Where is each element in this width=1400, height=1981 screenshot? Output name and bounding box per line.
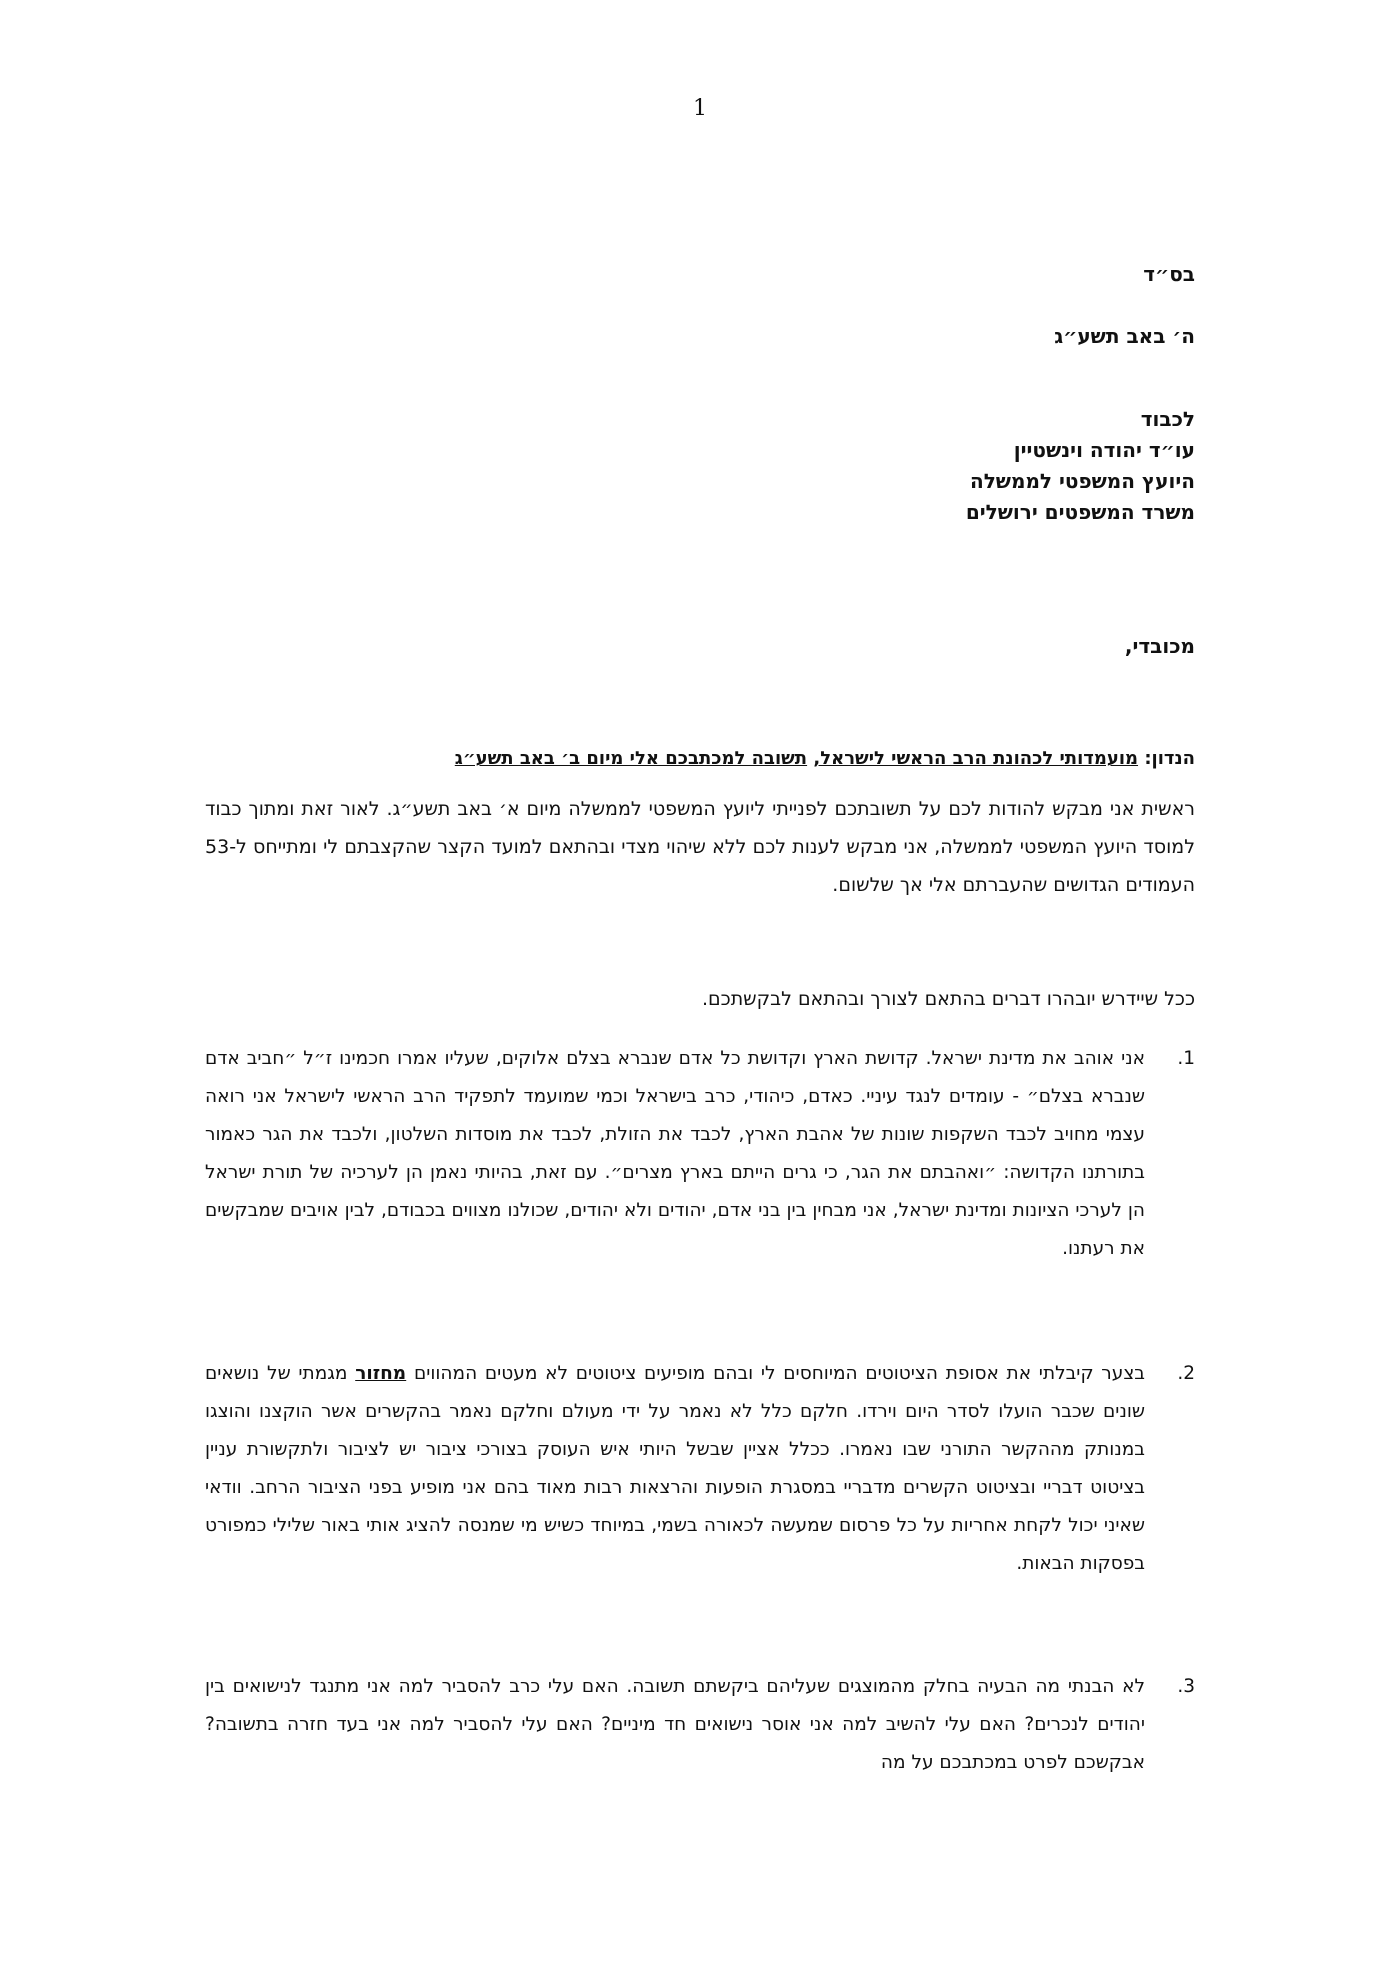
item-text: לא הבנתי מה הבעיה בחלק מהמוצגים שעליהם ביקשתם תשובה. האם עלי כרב להסביר למה אני מתנגד לנישואים בין יהודים לנכרים? האם עלי להשיב למה אני אוסר נישואים חד מיניים? האם עלי להסביר למה אני בעד חזרה בתשובה? אבקשכם לפרט במכתבכם על מה bbox=[205, 1676, 1145, 1773]
item-number: 2. bbox=[1177, 1363, 1195, 1384]
recipient-line-title: היועץ המשפטי לממשלה bbox=[969, 469, 1195, 493]
numbered-item-2 bbox=[205, 1355, 1195, 1583]
subject-part-1: מועמדותי לכהונת הרב הראשי לישראל, bbox=[813, 748, 1139, 769]
item-text bbox=[205, 1355, 1145, 1583]
letter-date: ה׳ באב תשע״ג bbox=[1054, 324, 1195, 348]
paragraph-opening: ראשית אני מבקש להודות לכם על תשובתכם לפנייתי ליועץ המשפטי לממשלה מיום א׳ באב תשע״ג. לאור זאת ומתוך כבוד למוסד היועץ המשפטי לממשלה, אני מבקש לענות לכם ללא שיהוי מצדי ובהתאם למועד הקצר שהקצבתם לי ומתייחס ל-53 העמודים הגדושים שהעברתם אלי אך שלשום. bbox=[205, 798, 1195, 896]
greeting: מכובדי, bbox=[1124, 634, 1195, 658]
recipient-line-office: משרד המשפטים ירושלים bbox=[965, 500, 1195, 524]
recipient-block bbox=[966, 404, 1195, 528]
page-number: 1 bbox=[693, 96, 707, 121]
item-emphasis: מחזור bbox=[355, 1363, 407, 1384]
numbered-item-3 bbox=[205, 1668, 1195, 1782]
subject-label: הנדון: bbox=[1144, 748, 1195, 769]
item-number: 3. bbox=[1177, 1676, 1195, 1697]
item-number: 1. bbox=[1177, 1048, 1195, 1069]
subject-part-2: תשובה למכתבכם אלי מיום ב׳ באב תשע״ג bbox=[454, 748, 808, 769]
item-text-part-a: בצער קיבלתי את אסופת הציטוטים המיוחסים לי ובהם מופיעים ציטוטים לא מעטים המהווים bbox=[413, 1363, 1145, 1384]
paragraph-clarification: ככל שיידרש יובהרו דברים בהתאם לצורך ובהתאם לבקשתכם. bbox=[702, 988, 1195, 1010]
subject-line bbox=[205, 748, 1195, 769]
item-text-part-b: מגמתי של נושאים שונים שכבר הועלו לסדר היום וירדו. חלקם כלל לא נאמר על ידי מעולם וחלקם נאמר בהקשרים אשר הוקצנו והוצגו במנותק מההקשר התורני שבו נאמרו. ככלל אציין שבשל היותי איש העוסק בצורכי ציבור יש לציבור ולתקשורת עניין בציטוט דבריי ובציטוט הקשרים מדבריי במסגרת הופעות והרצאות רבות מאוד בהם אני מופיע בפני הציבור הרחב. וודאי שאיני יכול לקחת אחריות על כל פרסום שמעשה לכאורה בשמי, במיוחד כשיש מי שמנסה להציג אותי באור שלילי כמפורט בפסקות הבאות. bbox=[205, 1363, 1145, 1574]
numbered-item-1 bbox=[205, 1040, 1195, 1268]
item-text: אני אוהב את מדינת ישראל. קדושת הארץ וקדושת כל אדם שנברא בצלם אלוקים, שעליו אמרו חכמינו ז״ל ״חביב אדם שנברא בצלם״ - עומדים לנגד עיניי. כאדם, כיהודי, כרב בישראל וכמי שמועמד לתפקיד הרב הראשי לישראל אני רואה עצמי מחויב לכבד השקפות שונות של אהבת הארץ, לכבד את הזולת, לכבד את מוסדות השלטון, ולכבד את הגר כאמור בתורתנו הקדושה: ״ואהבתם את הגר, כי גרים הייתם בארץ מצרים״. עם זאת, בהיותי נאמן הן לערכיה של תורת ישראל הן לערכי הציונות ומדינת ישראל, אני מבחין בין בני אדם, יהודים ולא יהודים, שכולנו מצווים בכבודם, לבין אויבים שמבקשים את רעתנו. bbox=[205, 1048, 1145, 1259]
bsd-header: בס״ד bbox=[1143, 262, 1195, 286]
recipient-line-name: עו״ד יהודה וינשטיין bbox=[1013, 438, 1195, 462]
recipient-line-honorific: לכבוד bbox=[1140, 407, 1195, 431]
